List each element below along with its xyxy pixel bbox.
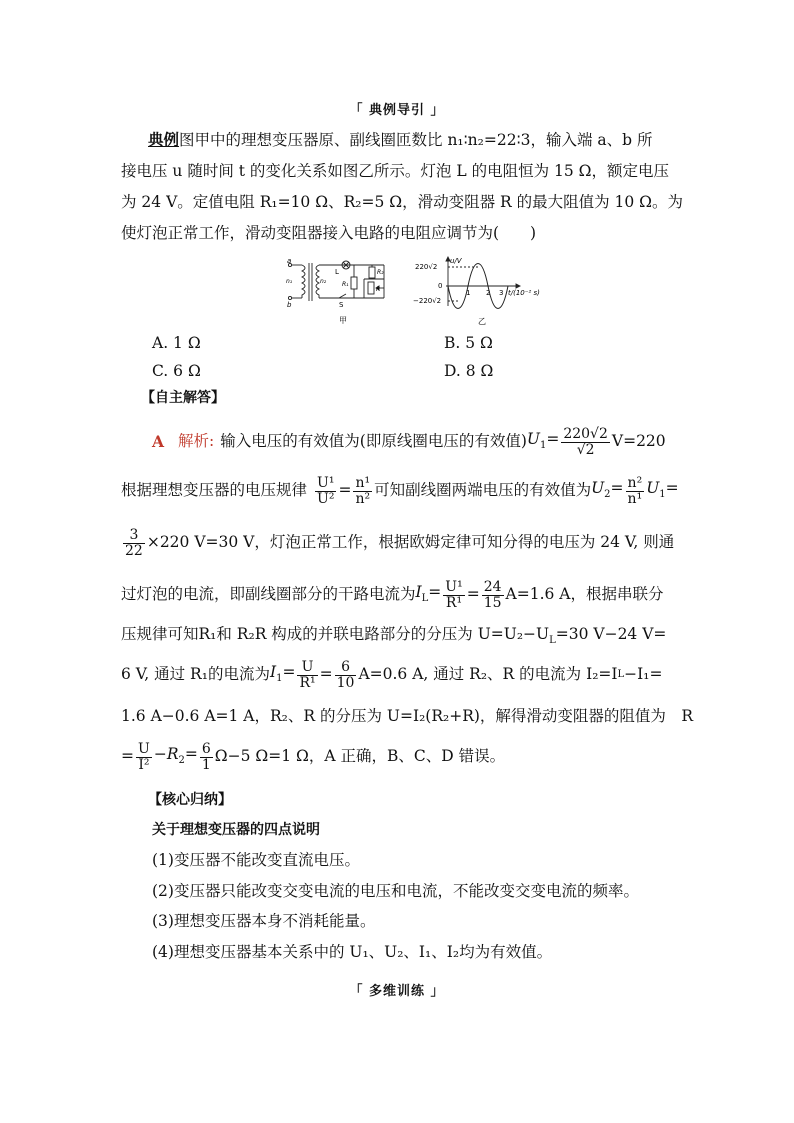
core-item-4: (4)理想变压器基本关系中的 U₁、U₂、I₁、I₂均为有效值。	[152, 943, 553, 961]
solution-text-2b: 可知副线圈两端电压的有效值为	[374, 481, 592, 500]
problem-line-3: 为 24 V。定值电阻 R₁=10 Ω、R₂=5 Ω，滑动变阻器 R 的最大阻值为 10 Ω。为	[121, 193, 684, 211]
fraction-u-r1: $\frac{U}{\text{R¹}}$	[299, 658, 316, 691]
fraction-u-ratio: $\frac{\text{U¹}}{\text{U²}}$	[317, 474, 335, 507]
solution-line-5: 压规律可知R₁和 R₂R 构成的并联电路部分的分压为 $U=U_2-U_L=30$ V−24 V=	[121, 625, 667, 647]
self-answer-heading: 【自主解答】	[141, 390, 225, 406]
label-n1: n₁	[286, 278, 293, 285]
label-R2: R₂	[377, 269, 384, 276]
problem-text-1: 图甲中的理想变压器原、副线圈匝数比 n₁∶n₂=22∶3，输入端 a、b 所	[179, 131, 653, 149]
caption-yi: 乙	[478, 317, 486, 326]
fraction-n2-n1: $\frac{\text{n²}}{\text{n¹}}$	[627, 474, 643, 507]
solution-line-2: 根据理想变压器的电压规律 $\frac{\text{U¹}}{\text{U²}}$ = $\frac{\text{n¹}}{\text{n²}}$ 可知副线圈两端电压的有效值为 $U_2=$ $\frac{\text{n²}}{\text{n¹}}$ $U_1=$	[121, 474, 679, 507]
option-d: D. 8 Ω	[444, 362, 494, 380]
solution-text-3: ×220 V=30 V，灯泡正常工作，根据欧姆定律可知分得的电压为 24 V, 则通	[146, 533, 675, 552]
graph-x-tick-3: 3	[499, 289, 504, 297]
solution-text-1: 输入电压的有效值为(即原线圈电压的有效值)	[220, 432, 527, 451]
fraction-u-i2: $\frac{U}{\text{I²}}$	[138, 740, 150, 773]
option-c: C. 6 Ω	[152, 362, 201, 380]
solution-line-4: 过灯泡的电流，即副线圈部分的干路电流为 $I_L=$ $\frac{\text{U¹}}{\text{R¹}}$ = $\frac{24}{15}$ A=1.6 A，根据串联分	[121, 578, 664, 611]
fraction-n-ratio: $\frac{\text{n¹}}{\text{n²}}$	[355, 474, 371, 507]
graph-x-tick-1: 1	[466, 289, 471, 297]
core-item-2: (2)变压器只能改变交变电流的电压和电流，不能改变交变电流的频率。	[152, 882, 639, 900]
label-a: a	[287, 257, 292, 265]
solution-line-7: 1.6 A−0.6 A=1 A，R₂、R 的分压为 U=I₂(R₂+R)，解得滑动变阻器的阻值为 R	[121, 707, 694, 725]
fraction-ul-rl: $\frac{\text{U¹}}{\text{R¹}}$	[445, 578, 463, 611]
voltage-graph	[412, 254, 552, 329]
solution-line-3	[121, 522, 674, 564]
label-n2: n₂	[320, 278, 327, 285]
fraction-24-15: $\frac{24}{15}$	[483, 578, 502, 611]
solution-text-5b: =30 V−24 V=	[555, 625, 667, 643]
solution-text-8: Ω−5 Ω=1 Ω，A 正确，B、C、D 错误。	[214, 747, 506, 766]
solution-text-6c: −I₁=	[624, 665, 663, 684]
core-item-3: (3)理想变压器本身不消耗能量。	[152, 912, 376, 930]
solution-text-6b: A=0.6 A, 通过 R₂、R 的电流为 I₂=I	[358, 665, 618, 684]
graph-y-top: 220√2	[415, 263, 438, 271]
graph-y-bottom: −220√2	[413, 297, 442, 305]
fraction-u1: $\frac{220√2}{√2}$	[563, 425, 608, 458]
graph-x-label: t/(10⁻² s)	[508, 289, 540, 297]
graph-y-zero: 0	[438, 282, 443, 290]
core-item-1: (1)变压器不能改变直流电压。	[152, 851, 360, 869]
label-R1: R₁	[342, 281, 349, 288]
answer-letter: A	[152, 432, 165, 452]
problem-line-1	[148, 133, 653, 149]
core-title: 关于理想变压器的四点说明	[152, 822, 320, 838]
option-b: B. 5 Ω	[444, 334, 493, 352]
label-b: b	[287, 301, 292, 309]
graph-x-tick-2: 2	[486, 289, 491, 297]
fraction-3-22: $\frac{3}{22}$	[125, 526, 143, 559]
solution-text-5: 压规律可知R₁和 R₂R 构成的并联电路部分的分压为 U=U₂−U	[121, 625, 550, 643]
problem-line-4: 使灯泡正常工作，滑动变阻器接入电路的电阻应调节为( )	[121, 224, 537, 242]
solution-text-1b: V=220	[611, 432, 666, 451]
label-L: L	[335, 268, 339, 276]
solution-text-2a: 根据理想变压器的电压规律	[121, 481, 308, 500]
solution-text-4a: 过灯泡的电流，即副线圈部分的干路电流为	[121, 585, 416, 604]
solution-line-1: A 解析: 输入电压的有效值为(即原线圈电压的有效值) $U_1=$ $\frac{220√2}{√2}$ V=220	[152, 425, 666, 458]
solution-text-6a: 6 V, 通过 R₁的电流为	[121, 665, 270, 684]
core-heading: 【核心归纳】	[148, 792, 232, 808]
label-R: R	[376, 286, 381, 293]
solution-text-4b: A=1.6 A，根据串联分	[505, 585, 664, 604]
solution-line-6: 6 V, 通过 R₁的电流为 $I_1=$ $\frac{U}{\text{R¹}}$ = $\frac{6}{10}$ A=0.6 A, 通过 R₂、R 的电流为 I₂=I L −I₁=	[121, 658, 663, 691]
fraction-6-1: $\frac{6}{1}$	[201, 740, 211, 773]
label-S: S	[339, 301, 344, 309]
caption-jia: 甲	[339, 316, 347, 325]
section-title-bottom: 「 多维训练 」	[349, 984, 445, 999]
problem-line-2: 接电压 u 随时间 t 的变化关系如图乙所示。灯泡 L 的电阻恒为 15 Ω，额定电压	[121, 162, 669, 180]
graph-y-label: u/V	[450, 257, 462, 265]
solution-label: 解析:	[178, 432, 215, 451]
circuit-diagram	[284, 255, 409, 327]
problem-tag: 典例	[148, 131, 180, 149]
section-title-top: 「 典例导引 」	[349, 103, 445, 118]
option-a: A. 1 Ω	[152, 334, 201, 352]
fraction-6-10: $\frac{6}{10}$	[336, 658, 355, 691]
solution-line-8: = $\frac{U}{\text{I²}}$ $-R_2=$ $\frac{6}{1}$ Ω−5 Ω=1 Ω，A 正确，B、C、D 错误。	[121, 740, 506, 773]
